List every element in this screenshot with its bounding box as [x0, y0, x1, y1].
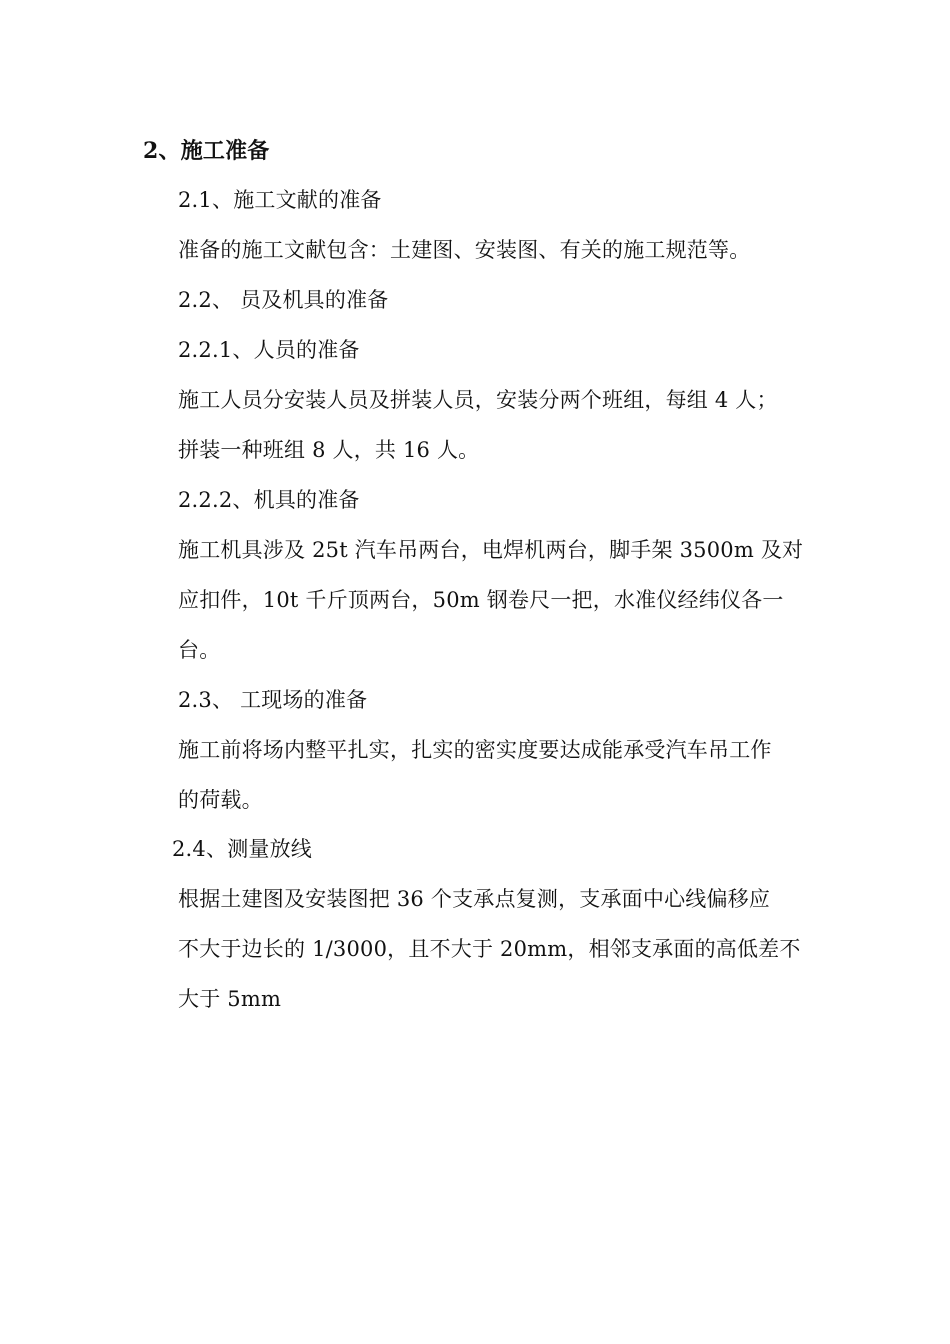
- paragraph-line: 拼装一种班组 8 人，共 16 人。: [178, 438, 480, 462]
- paragraph-line: 准备的施工文献包含：土建图、安装图、有关的施工规范等。: [178, 238, 751, 262]
- paragraph-line: 应扣件，10t 千斤顶两台，50m 钢卷尺一把，水准仪经纬仪各一: [178, 588, 784, 612]
- paragraph-line: 不大于边长的 1/3000，且不大于 20mm，相邻支承面的高低差不: [178, 937, 801, 961]
- subsection-heading: 2.3、 工现场的准备: [178, 688, 368, 712]
- section-title: 2、施工准备: [143, 138, 270, 164]
- paragraph-line: 施工人员分安装人员及拼装人员，安装分两个班组，每组 4 人；: [178, 388, 778, 412]
- paragraph-line: 台。: [178, 638, 221, 662]
- subsection-heading: 2.2.2、机具的准备: [178, 488, 360, 512]
- paragraph-line: 根据土建图及安装图把 36 个支承点复测，支承面中心线偏移应: [178, 887, 771, 911]
- paragraph-line: 的荷载。: [178, 788, 263, 812]
- subsection-heading: 2.4、测量放线: [172, 837, 312, 861]
- paragraph-line: 施工前将场内整平扎实，扎实的密实度要达成能承受汽车吊工作: [178, 738, 772, 762]
- paragraph-line: 施工机具涉及 25t 汽车吊两台，电焊机两台，脚手架 3500m 及对: [178, 538, 804, 562]
- subsection-heading: 2.1、施工文献的准备: [178, 188, 382, 212]
- subsection-heading: 2.2、 员及机具的准备: [178, 288, 389, 312]
- paragraph-line: 大于 5mm: [178, 987, 282, 1011]
- subsection-heading: 2.2.1、人员的准备: [178, 338, 360, 362]
